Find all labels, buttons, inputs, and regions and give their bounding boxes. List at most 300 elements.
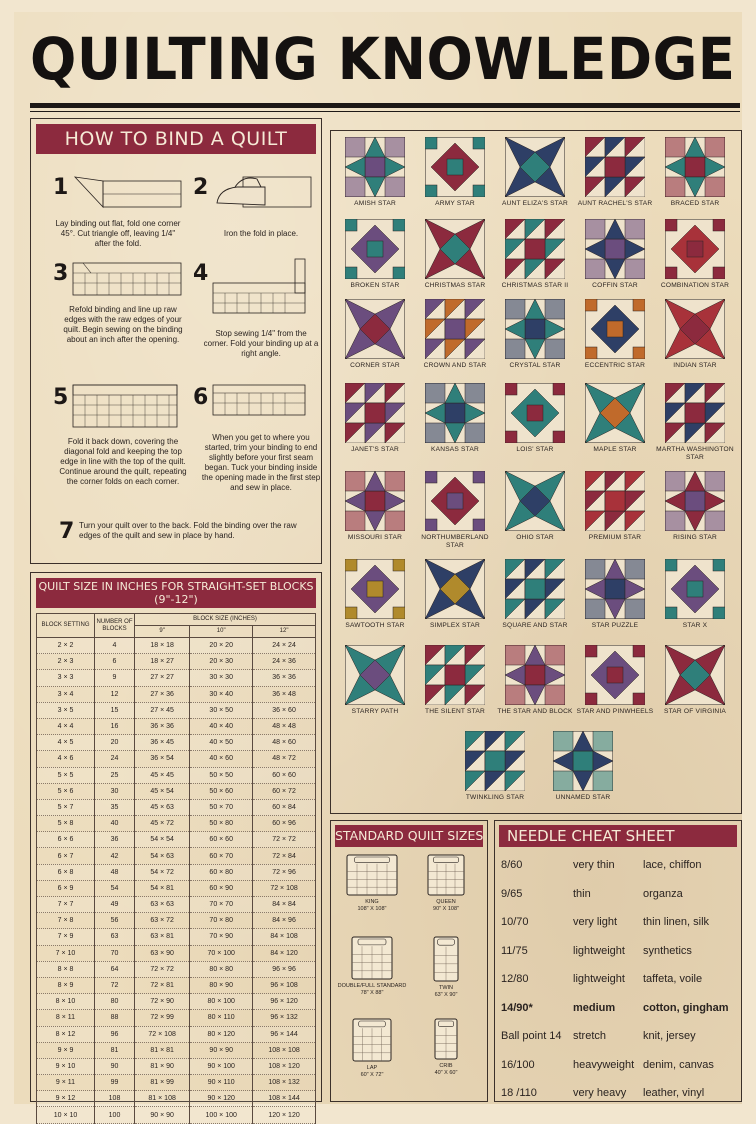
quilt-block-label: STARRY PATH xyxy=(351,708,399,715)
bed-size-item xyxy=(411,1017,481,1077)
quilt-block-pattern xyxy=(505,383,565,443)
table-cell: 72 × 72 xyxy=(253,832,316,848)
table-cell: 36 × 60 xyxy=(253,702,316,718)
quilt-block-label: TWINKLING STAR xyxy=(465,794,525,801)
quilt-block-pattern xyxy=(665,137,725,197)
quilt-block xyxy=(415,471,495,550)
bed-size-item xyxy=(411,935,481,999)
needle-row xyxy=(501,851,741,880)
quilt-block xyxy=(415,219,495,290)
table-cell: 5 × 7 xyxy=(37,799,95,815)
quilt-block-pattern xyxy=(425,645,485,705)
table-cell: 96 × 144 xyxy=(253,1026,316,1042)
table-cell: 60 × 72 xyxy=(253,783,316,799)
bed-size-name: LAP xyxy=(366,1065,378,1071)
table-row xyxy=(37,897,316,913)
quilt-block xyxy=(335,471,415,542)
table-cell: 2 × 2 xyxy=(37,638,95,654)
table-cell: 72 × 108 xyxy=(253,880,316,896)
quilt-block-pattern xyxy=(345,137,405,197)
table-cell: 4 × 6 xyxy=(37,751,95,767)
table-cell: 24 xyxy=(95,751,135,767)
table-cell: 9 × 9 xyxy=(37,1042,95,1058)
quilt-block-label: MAPLE STAR xyxy=(593,446,637,453)
table-cell: 80 × 90 xyxy=(190,977,253,993)
quilt-block xyxy=(655,471,735,542)
step-7-number: 7 xyxy=(59,519,75,544)
table-cell: 8 × 12 xyxy=(37,1026,95,1042)
table-cell: 45 × 45 xyxy=(135,767,190,783)
quilt-block-label: RISING STAR xyxy=(673,534,717,541)
quilt-block xyxy=(575,559,655,630)
step-5-number: 5 xyxy=(53,385,69,410)
needle-cheat-sheet-panel xyxy=(494,820,742,1102)
needle-size: 8/60 xyxy=(501,859,523,871)
quilt-block xyxy=(335,645,415,716)
bed-icon xyxy=(351,1017,393,1063)
table-cell: 27 × 27 xyxy=(135,670,190,686)
table-cell: 8 × 9 xyxy=(37,977,95,993)
quilt-block-label: ARMY STAR xyxy=(435,200,475,207)
needle-weight: stretch xyxy=(573,1030,607,1042)
quilt-block-label: STAR PUZZLE xyxy=(591,622,639,629)
table-cell: 5 × 5 xyxy=(37,767,95,783)
quilt-block-label: JANET'S STAR xyxy=(351,446,399,453)
table-cell: 50 × 80 xyxy=(190,816,253,832)
table-row xyxy=(37,945,316,961)
star-blocks-panel xyxy=(330,130,742,814)
bed-icon xyxy=(433,1017,459,1061)
table-cell: 80 × 80 xyxy=(190,961,253,977)
col-10in: 10" xyxy=(190,626,253,638)
table-cell: 99 xyxy=(95,1075,135,1091)
col-block-setting: BLOCK SETTING xyxy=(37,614,95,638)
table-cell: 7 × 7 xyxy=(37,897,95,913)
table-row xyxy=(37,816,316,832)
quilt-block-label: CHRISTMAS STAR xyxy=(424,282,486,289)
table-cell: 72 × 84 xyxy=(253,848,316,864)
table-cell: 27 × 36 xyxy=(135,686,190,702)
quilt-block xyxy=(655,219,735,290)
needle-size: 16/100 xyxy=(501,1058,535,1071)
needle-fabric: denim, canvas xyxy=(643,1058,714,1071)
bed-size-name: TWIN xyxy=(438,985,454,991)
table-row xyxy=(37,718,316,734)
table-cell: 8 × 8 xyxy=(37,961,95,977)
quilt-block-pattern xyxy=(585,383,645,443)
quilt-block-pattern xyxy=(665,383,725,443)
table-cell: 5 × 6 xyxy=(37,783,95,799)
table-cell: 63 × 90 xyxy=(135,945,190,961)
table-cell: 6 × 6 xyxy=(37,832,95,848)
table-cell: 25 xyxy=(95,767,135,783)
quilt-size-panel xyxy=(30,572,322,1119)
quilt-block-pattern xyxy=(505,559,565,619)
table-cell: 48 xyxy=(95,864,135,880)
bed-size-name: QUEEN xyxy=(436,899,456,905)
table-row xyxy=(37,783,316,799)
table-cell: 2 × 3 xyxy=(37,654,95,670)
table-cell: 50 × 70 xyxy=(190,799,253,815)
table-cell: 48 × 72 xyxy=(253,751,316,767)
table-cell: 120 × 120 xyxy=(253,1107,316,1123)
table-row xyxy=(37,1010,316,1026)
table-cell: 70 × 90 xyxy=(190,929,253,945)
needle-row xyxy=(501,908,741,937)
needle-header: NEEDLE CHEAT SHEET xyxy=(499,825,737,847)
table-cell: 81 × 90 xyxy=(135,1058,190,1074)
table-row xyxy=(37,1107,316,1123)
table-cell: 4 × 5 xyxy=(37,735,95,751)
bed-size-name: CRIB xyxy=(439,1063,453,1069)
table-cell: 40 × 50 xyxy=(190,735,253,751)
table-cell: 60 × 60 xyxy=(190,832,253,848)
bed-size-dimensions: 108" X 108" xyxy=(357,906,387,912)
table-cell: 36 xyxy=(95,832,135,848)
table-cell: 4 × 4 xyxy=(37,718,95,734)
table-row xyxy=(37,913,316,929)
needle-weight: thin xyxy=(573,887,591,900)
needle-row xyxy=(501,880,741,909)
needle-row xyxy=(501,1022,741,1051)
bed-icon xyxy=(345,853,399,897)
table-cell: 60 × 70 xyxy=(190,848,253,864)
title-rule xyxy=(30,103,740,108)
needle-weight: lightweight xyxy=(573,973,625,985)
quilt-block xyxy=(575,471,655,542)
bed-size-dimensions: 78" X 88" xyxy=(360,990,384,996)
table-cell: 56 xyxy=(95,913,135,929)
needle-size: 10/70 xyxy=(501,916,529,928)
quilt-block-label: AUNT RACHEL'S STAR xyxy=(577,200,653,207)
step-3-number: 3 xyxy=(53,261,69,286)
step-6-text: When you get to where you started, trim your binding to end slightly before your first seam began. Tuck your binding inside the opening made in the first step and sew in place. xyxy=(201,433,321,492)
table-cell: 7 × 10 xyxy=(37,945,95,961)
needle-fabric: cotton, gingham xyxy=(643,1001,729,1014)
table-cell: 9 xyxy=(95,670,135,686)
quilt-block-label: SQUARE AND STAR xyxy=(502,622,568,629)
table-cell: 80 × 120 xyxy=(190,1026,253,1042)
col-number-of-blocks: NUMBER OF BLOCKS xyxy=(95,614,135,638)
table-cell: 4 xyxy=(95,638,135,654)
table-row xyxy=(37,670,316,686)
needle-size: 14/90* xyxy=(501,1001,533,1014)
standard-sizes-header: STANDARD QUILT SIZES xyxy=(335,825,483,847)
table-cell: 7 × 8 xyxy=(37,913,95,929)
needle-size: 12/80 xyxy=(501,973,529,985)
step-4-number: 4 xyxy=(193,261,209,286)
table-row xyxy=(37,929,316,945)
needle-row xyxy=(501,994,741,1023)
table-cell: 36 × 45 xyxy=(135,735,190,751)
quilt-block-pattern xyxy=(425,137,485,197)
needle-weight: medium xyxy=(573,1001,616,1014)
quilt-block-pattern xyxy=(585,299,645,359)
table-cell: 63 xyxy=(95,929,135,945)
table-cell: 81 xyxy=(95,1042,135,1058)
quilt-block-label: INDIAN STAR xyxy=(673,362,717,369)
table-cell: 8 × 11 xyxy=(37,1010,95,1026)
quilt-block xyxy=(543,731,623,802)
table-cell: 96 × 120 xyxy=(253,994,316,1010)
table-row xyxy=(37,767,316,783)
quilt-block-pattern xyxy=(425,383,485,443)
table-row xyxy=(37,654,316,670)
table-cell: 30 × 40 xyxy=(190,686,253,702)
needle-weight: very thin xyxy=(573,859,615,871)
table-cell: 40 xyxy=(95,816,135,832)
step-7-text: Turn your quilt over to the back. Fold the binding over the raw edges of the quilt and sew in place by hand. xyxy=(79,521,297,540)
table-cell: 80 × 100 xyxy=(190,994,253,1010)
quilt-block xyxy=(415,299,495,370)
quilt-block xyxy=(575,383,655,454)
quilt-block xyxy=(495,299,575,370)
table-cell: 72 × 72 xyxy=(135,961,190,977)
quilt-block-pattern xyxy=(505,645,565,705)
quilt-block xyxy=(335,137,415,208)
quilt-block-label: STAR X xyxy=(682,622,708,629)
bed-size-name: KING xyxy=(365,899,379,905)
quilt-block xyxy=(335,559,415,630)
quilt-block xyxy=(415,645,495,716)
table-cell: 15 xyxy=(95,702,135,718)
table-cell: 90 × 100 xyxy=(190,1058,253,1074)
quilt-block-pattern xyxy=(425,299,485,359)
table-row xyxy=(37,832,316,848)
quilt-block-label: BROKEN STAR xyxy=(350,282,400,289)
step-5-text: Fold it back down, covering the diagonal fold and keeping the top edge in line with the top of the quilt. Continue around the quilt, repeating the corner folds on each corner. xyxy=(59,437,187,486)
table-cell: 8 × 10 xyxy=(37,994,95,1010)
bed-size-dimensions: 90" X 108" xyxy=(433,906,459,912)
table-cell: 6 × 7 xyxy=(37,848,95,864)
quilt-block xyxy=(495,219,575,290)
table-cell: 54 × 63 xyxy=(135,848,190,864)
table-cell: 36 × 36 xyxy=(253,670,316,686)
table-cell: 60 × 96 xyxy=(253,816,316,832)
needle-weight: very light xyxy=(573,916,618,928)
quilt-block xyxy=(335,219,415,290)
bed-size-item xyxy=(411,853,481,913)
table-cell: 70 × 70 xyxy=(190,897,253,913)
needle-row xyxy=(501,1051,741,1080)
table-cell: 49 xyxy=(95,897,135,913)
quilt-block-pattern xyxy=(553,731,613,791)
quilt-block-pattern xyxy=(585,645,645,705)
quilt-block xyxy=(495,137,575,208)
quilt-block xyxy=(575,645,655,716)
table-cell: 6 xyxy=(95,654,135,670)
table-cell: 35 xyxy=(95,799,135,815)
quilt-block-pattern xyxy=(665,299,725,359)
quilt-size-table xyxy=(36,613,316,1124)
table-cell: 6 × 9 xyxy=(37,880,95,896)
table-cell: 108 xyxy=(95,1091,135,1107)
quilt-block-label: STAR AND PINWHEELS xyxy=(576,708,654,715)
table-cell: 27 × 45 xyxy=(135,702,190,718)
quilt-block-label: CORNER STAR xyxy=(350,362,400,369)
table-cell: 84 × 120 xyxy=(253,945,316,961)
table-cell: 100 xyxy=(95,1107,135,1123)
bed-icon xyxy=(426,853,466,897)
table-cell: 81 × 99 xyxy=(135,1075,190,1091)
quilt-block-label: PREMIUM STAR xyxy=(588,534,642,541)
quilt-block xyxy=(335,383,415,454)
table-cell: 81 × 81 xyxy=(135,1042,190,1058)
bed-size-dimensions: 40" X 60" xyxy=(434,1070,458,1076)
quilt-block-pattern xyxy=(345,219,405,279)
needle-row xyxy=(501,965,741,994)
quilt-block xyxy=(495,383,575,454)
table-cell: 84 × 84 xyxy=(253,897,316,913)
table-cell: 100 × 100 xyxy=(190,1107,253,1123)
table-cell: 36 × 54 xyxy=(135,751,190,767)
step-1-number: 1 xyxy=(53,175,69,200)
step-3-illustration xyxy=(69,259,187,299)
table-cell: 6 × 8 xyxy=(37,864,95,880)
needle-weight: heavyweight xyxy=(573,1058,635,1071)
table-cell: 30 xyxy=(95,783,135,799)
table-cell: 48 × 60 xyxy=(253,735,316,751)
step-4-text: Stop sewing 1/4" from the corner. Fold your binding up at a right angle. xyxy=(203,329,319,358)
table-cell: 90 × 120 xyxy=(190,1091,253,1107)
table-cell: 60 × 60 xyxy=(253,767,316,783)
table-row xyxy=(37,864,316,880)
table-cell: 63 × 63 xyxy=(135,897,190,913)
quilt-block-pattern xyxy=(505,299,565,359)
quilt-block xyxy=(335,299,415,370)
quilt-block-label: NORTHUMBERLAND STAR xyxy=(421,534,489,549)
quilt-block-pattern xyxy=(505,219,565,279)
needle-fabric: leather, vinyl xyxy=(643,1087,705,1099)
table-cell: 96 × 108 xyxy=(253,977,316,993)
table-cell: 72 × 81 xyxy=(135,977,190,993)
quilt-block-label: KANSAS STAR xyxy=(431,446,479,453)
quilt-block xyxy=(455,731,535,802)
poster xyxy=(14,12,742,1119)
quilt-block-pattern xyxy=(465,731,525,791)
step-6-number: 6 xyxy=(193,385,209,410)
bind-quilt-panel xyxy=(30,118,322,564)
table-cell: 72 × 90 xyxy=(135,994,190,1010)
step-2-text: Iron the fold in place. xyxy=(223,229,299,238)
table-cell: 90 × 90 xyxy=(190,1042,253,1058)
quilt-block-pattern xyxy=(665,219,725,279)
step-2-number: 2 xyxy=(193,175,209,200)
table-cell: 90 × 90 xyxy=(135,1107,190,1123)
needle-fabric: synthetics xyxy=(643,944,692,957)
quilt-block-label: SIMPLEX STAR xyxy=(430,622,480,629)
table-cell: 7 × 9 xyxy=(37,929,95,945)
table-cell: 81 × 108 xyxy=(135,1091,190,1107)
page-title: QUILTING KNOWLEDGE xyxy=(30,25,736,93)
quilt-block-pattern xyxy=(665,559,725,619)
step-1-text: Lay binding out flat, fold one corner 45°. Cut triangle off, leaving 1/4" after the fold. xyxy=(55,219,181,248)
quilt-block-label: SAWTOOTH STAR xyxy=(345,622,405,629)
needle-size: Ball point 14 xyxy=(501,1030,562,1042)
table-cell: 54 × 54 xyxy=(135,832,190,848)
quilt-block xyxy=(655,383,735,462)
quilt-block xyxy=(495,645,575,716)
table-cell: 18 × 18 xyxy=(135,638,190,654)
table-cell: 9 × 12 xyxy=(37,1091,95,1107)
table-cell: 9 × 11 xyxy=(37,1075,95,1091)
table-cell: 9 × 10 xyxy=(37,1058,95,1074)
bed-size-item xyxy=(337,1017,407,1079)
table-cell: 96 × 132 xyxy=(253,1010,316,1026)
bed-size-item xyxy=(337,935,407,997)
quilt-block xyxy=(655,137,735,208)
table-cell: 54 × 72 xyxy=(135,864,190,880)
quilt-block-pattern xyxy=(585,471,645,531)
quilt-block-pattern xyxy=(425,471,485,531)
table-cell: 108 × 120 xyxy=(253,1058,316,1074)
step-3-text: Refold binding and line up raw edges with the raw edges of your quilt. Begin sewing on the binding about an inch after the opening. xyxy=(63,305,183,344)
standard-sizes-panel xyxy=(330,820,488,1102)
bed-icon xyxy=(350,935,394,981)
table-cell: 72 × 99 xyxy=(135,1010,190,1026)
step-1-illustration xyxy=(73,173,183,213)
step-5-illustration xyxy=(71,381,185,431)
quilt-block-label: CRYSTAL STAR xyxy=(509,362,561,369)
table-cell: 36 × 36 xyxy=(135,718,190,734)
quilt-block-pattern xyxy=(345,559,405,619)
table-cell: 70 × 100 xyxy=(190,945,253,961)
table-cell: 96 × 96 xyxy=(253,961,316,977)
quilt-block-pattern xyxy=(665,645,725,705)
quilt-block-pattern xyxy=(345,471,405,531)
quilt-block-pattern xyxy=(665,471,725,531)
table-cell: 3 × 4 xyxy=(37,686,95,702)
table-cell: 64 xyxy=(95,961,135,977)
quilt-block-label: AUNT ELIZA'S STAR xyxy=(502,200,568,207)
step-2-iron-illustration xyxy=(213,171,313,221)
needle-row xyxy=(501,937,741,966)
col-12in: 12" xyxy=(253,626,316,638)
quilt-block-label: AMISH STAR xyxy=(354,200,396,207)
table-cell: 96 xyxy=(95,1026,135,1042)
needle-fabric: lace, chiffon xyxy=(643,859,702,871)
bed-size-item xyxy=(337,853,407,913)
quilt-block-label: THE STAR AND BLOCK xyxy=(497,708,573,715)
table-cell: 54 xyxy=(95,880,135,896)
quilt-block-pattern xyxy=(345,299,405,359)
table-cell: 30 × 30 xyxy=(190,670,253,686)
quilt-block xyxy=(655,645,735,716)
table-cell: 30 × 50 xyxy=(190,702,253,718)
quilt-block-label: CHRISTMAS STAR II xyxy=(501,282,569,289)
col-block-size-group: BLOCK SIZE (INCHES) xyxy=(135,614,316,626)
table-cell: 70 × 80 xyxy=(190,913,253,929)
bind-header: HOW TO BIND A QUILT xyxy=(36,124,316,154)
table-cell: 45 × 63 xyxy=(135,799,190,815)
bed-size-name: DOUBLE/FULL STANDARD xyxy=(337,983,407,989)
table-cell: 40 × 60 xyxy=(190,751,253,767)
quilt-block-pattern xyxy=(585,559,645,619)
table-cell: 84 × 108 xyxy=(253,929,316,945)
table-cell: 24 × 24 xyxy=(253,638,316,654)
table-cell: 84 × 96 xyxy=(253,913,316,929)
title-rule-thin xyxy=(30,111,740,112)
bed-icon xyxy=(432,935,460,983)
table-row xyxy=(37,994,316,1010)
table-row xyxy=(37,799,316,815)
quilt-block xyxy=(575,299,655,370)
needle-fabric: organza xyxy=(643,887,683,900)
quilt-block-label: COFFIN STAR xyxy=(592,282,638,289)
needle-weight: very heavy xyxy=(573,1087,627,1099)
table-cell: 3 × 3 xyxy=(37,670,95,686)
quilt-block xyxy=(575,137,655,208)
